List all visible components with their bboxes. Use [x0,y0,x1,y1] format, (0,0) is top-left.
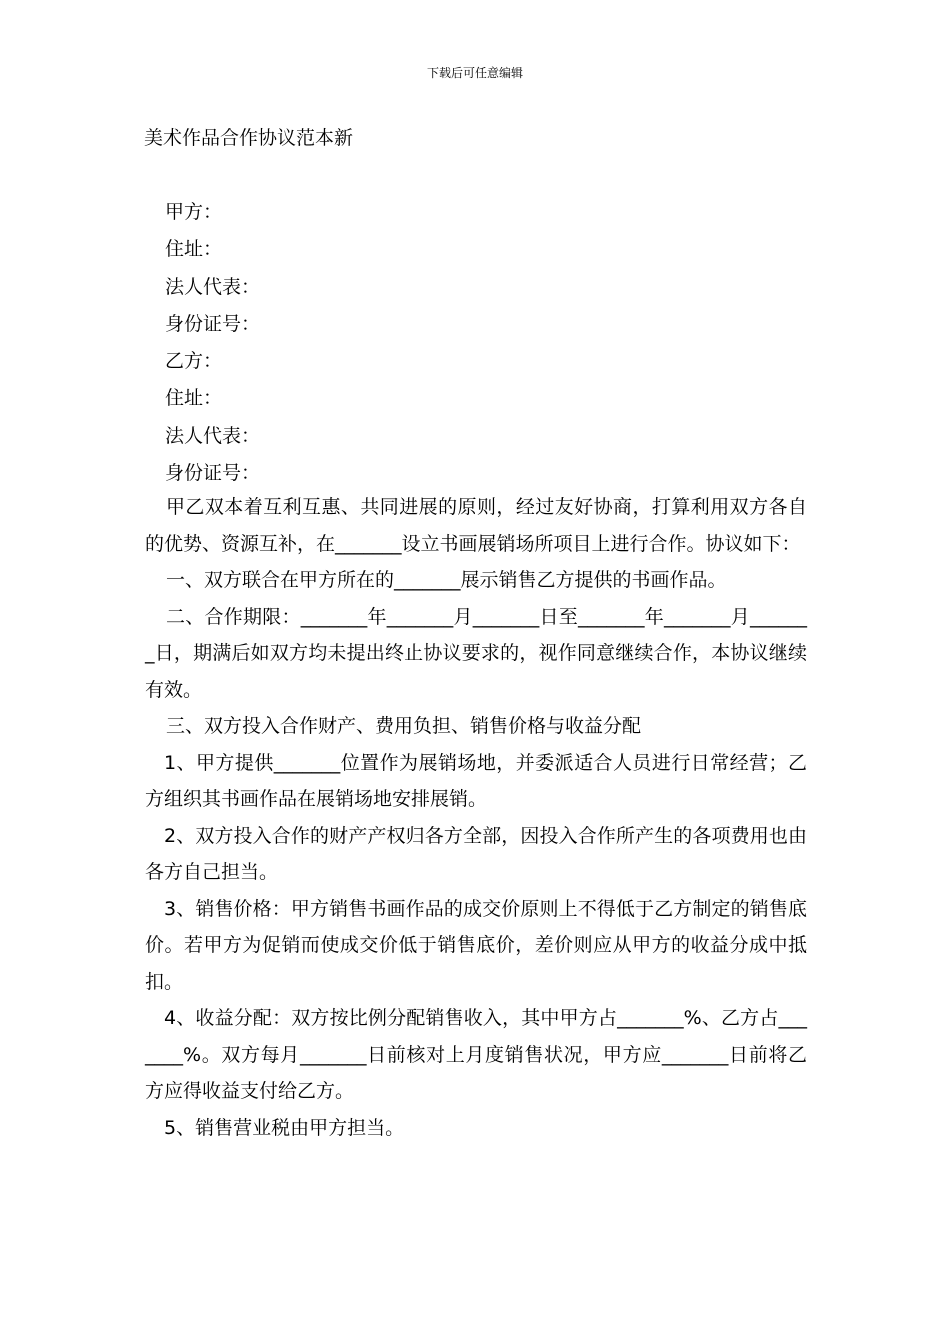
clause-3-item-4: 4、收益分配：双方按比例分配销售收入，其中甲方占_______%、乙方占_______%。双方每月_______日前核对上月度销售状况，甲方应_______日前将乙方应得收益支付给乙方。 [145,1007,807,1102]
party-a-legal-rep-label: 法人代表： [165,275,261,298]
clause-3-item-2: 2、双方投入合作的财产产权归各方全部，因投入合作所产生的各项费用也由各方自己担当。 [145,824,807,883]
clause-3-item-3: 3、销售价格：甲方销售书画作品的成交价原则上不得低于乙方制定的销售底价。若甲方为促销而使成交价低于销售底价，差价则应从甲方的收益分成中抵扣。 [145,897,807,993]
party-a-address-label: 住址： [165,238,223,261]
clause-1: 一、双方联合在甲方所在的_______展示销售乙方提供的书画作品。 [166,569,727,591]
intro-paragraph: 甲乙双本着互利互惠、共同进展的原则，经过友好协商，打算利用双方各自的优势、资源互补，在_______设立书画展销场所项目上进行合作。协议如下： [145,496,807,555]
document-title: 美术作品合作协议范本新 [144,127,354,149]
party-fields [165,194,260,492]
clause-3-item-5: 5、销售营业税由甲方担当。 [164,1116,405,1139]
party-b-address-label: 住址： [165,387,223,410]
party-b-legal-rep-label: 法人代表： [165,424,261,447]
clause-3-item-1: 1、甲方提供_______位置作为展销场地，并委派适合人员进行日常经营；乙方组织其书画作品在展销场地安排展销。 [145,751,807,810]
clause-2: 二、合作期限：_______年_______月_______日至_______年_______月_______日，期满后如双方均未提出终止协议要求的，视作同意继续合作，本协议继续有效。 [145,605,807,701]
party-a-id-label: 身份证号： [165,312,261,335]
party-b-id-label: 身份证号： [165,462,261,485]
party-b-label: 乙方： [165,350,223,373]
party-a-label: 甲方： [165,201,223,223]
header-note: 下载后可任意编辑 [426,66,523,80]
clause-3-heading: 三、双方投入合作财产、费用负担、销售价格与收益分配 [166,715,642,737]
agreement-body [145,489,807,1146]
